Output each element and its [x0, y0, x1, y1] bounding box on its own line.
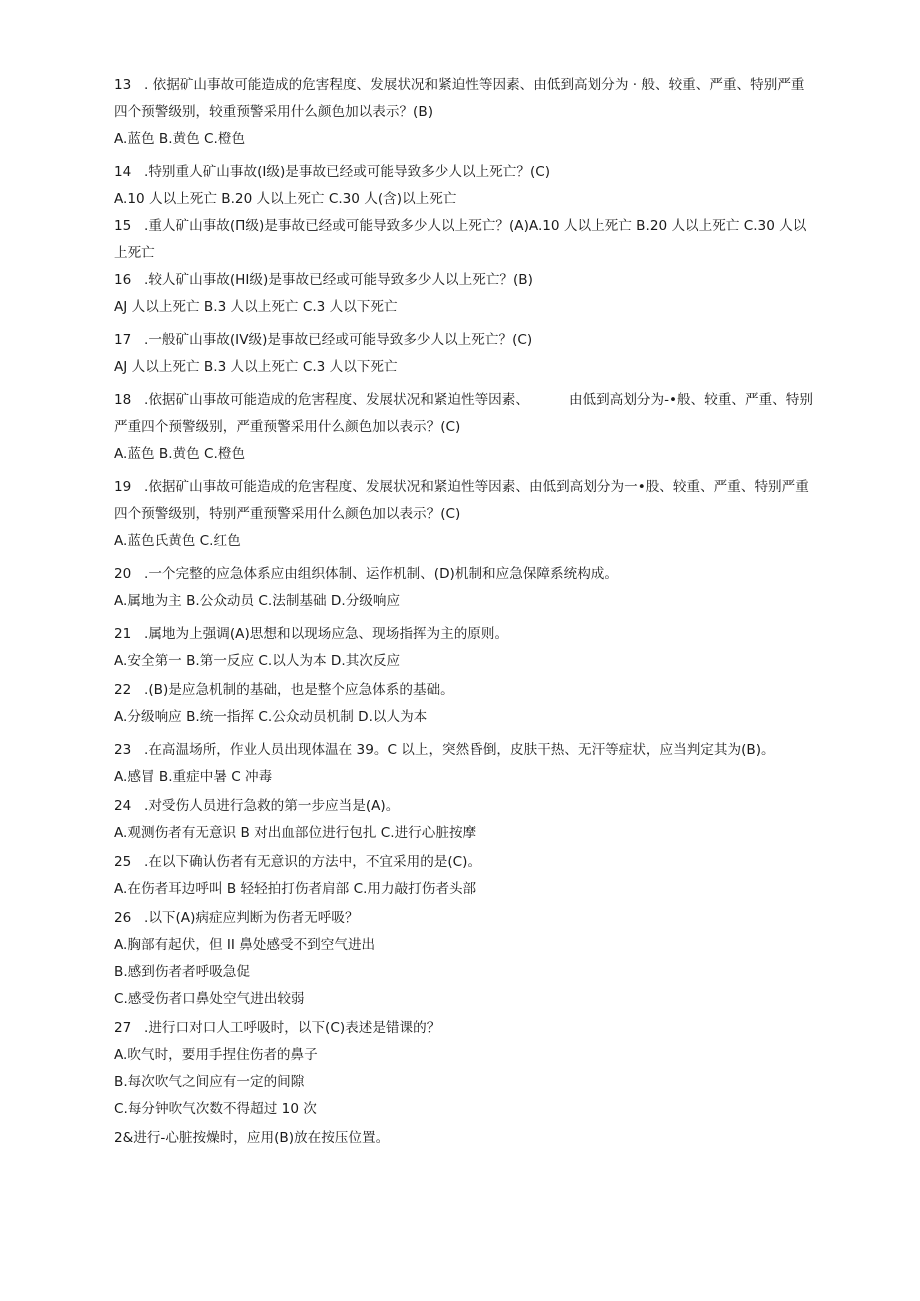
options-26-b: B.感到伤者者呼吸急促 — [114, 964, 250, 980]
question-14: 14 .特别重人矿山事故(I级)是事故已经或可能导致多少人以上死亡？(C) — [114, 164, 551, 180]
question-text: .依据矿山事故可能造成的危害程度、发展状况和紧迫性等因素、由低到高划分为一•股、较重、严重、特别严重四个预警级别，特别严重预警采用什么颜色加以表示？(C) — [114, 479, 809, 522]
document-page — [114, 72, 814, 1152]
question-text: .在高温场所，作业人员出现体温在 39。C 以上，突然昏倒，皮肤干热、无汗等症状，应当判定其为(B)。 — [144, 742, 775, 758]
question-19: 19 .依据矿山事故可能造成的危害程度、发展状况和紧迫性等因素、由低到高划分为一•股、较重、严重、特别严重四个预警级别，特别严重预警采用什么颜色加以表示？(C) — [114, 479, 809, 522]
question-text: .进行口对口人工呼吸时，以下(C)表述是错课的？ — [144, 1020, 441, 1036]
question-17: 17 .一般矿山事故(IV级)是事故已经或可能导致多少人以上死亡？(C) — [114, 332, 533, 348]
question-text: .依据矿山事故可能造成的危害程度、发展状况和紧迫性等因素、 — [144, 392, 529, 408]
question-text: .特别重人矿山事故(I级)是事故已经或可能导致多少人以上死亡？(C) — [144, 164, 551, 180]
question-25: 25 .在以下确认伤者有无意识的方法中，不宜采用的是(C)。 — [114, 854, 482, 870]
question-text: .在以下确认伤者有无意识的方法中，不宜采用的是(C)。 — [144, 854, 482, 870]
question-text: . 依据矿山事故可能造成的危害程度、发展状况和紧迫性等因素、由低到高划分为 · 般、较重、严重、特别严重四个预警级别，较重预警采用什么颜色加以表示？(B) — [114, 77, 805, 120]
options-13: A.蓝色 B.黄色 C.橙色 — [114, 131, 246, 147]
options-21: A.安全第一 B.第一反应 C.以人为本 D.其次反应 — [114, 653, 401, 669]
options-22: A.分级响应 B.统一指挥 C.公众动员机制 D.以人为本 — [114, 709, 428, 725]
options-17: AJ 人以上死亡 B.3 人以上死亡 C.3 人以下死亡 — [114, 359, 398, 375]
options-18: A.蓝色 B.黄色 C.橙色 — [114, 446, 246, 462]
question-21: 21 .属地为上强调(A)思想和以现场应急、现场指挥为主的原则。 — [114, 626, 509, 642]
question-16: 16 .较人矿山事故(HI级)是事故已经或可能导致多少人以上死亡？(B) — [114, 272, 533, 288]
question-text: .一般矿山事故(IV级)是事故已经或可能导致多少人以上死亡？(C) — [144, 332, 533, 348]
options-26-a: A.胸部有起伏，但 II 鼻处感受不到空气进出 — [114, 937, 376, 953]
options-20: A.属地为主 B.公众动员 C.法制基础 D.分级响应 — [114, 593, 401, 609]
options-16: AJ 人以上死亡 B.3 人以上死亡 C.3 人以下死亡 — [114, 299, 398, 315]
question-text: .较人矿山事故(HI级)是事故已经或可能导致多少人以上死亡？(B) — [144, 272, 533, 288]
question-27: 27 .进行口对口人工呼吸时，以下(C)表述是错课的？ — [114, 1020, 441, 1036]
question-text: .对受伤人员进行急救的第一步应当是(A)。 — [144, 798, 400, 814]
question-13: 13 . 依据矿山事故可能造成的危害程度、发展状况和紧迫性等因素、由低到高划分为 · 般、较重、严重、特别严重四个预警级别，较重预警采用什么颜色加以表示？(B) — [114, 77, 805, 120]
question-text: .重人矿山事故(П级)是事故已经或可能导致多少人以上死亡？(A)A.10 人以上死亡 B.20 人以上死亡 C.30 人以上死亡 — [114, 218, 807, 261]
options-27-c: C.每分钟吹气次数不得超过 10 次 — [114, 1101, 317, 1117]
options-24: A.观测伤者有无意识 B 对出血部位进行包扎 C.进行心脏按摩 — [114, 825, 477, 841]
question-24: 24 .对受伤人员进行急救的第一步应当是(A)。 — [114, 798, 400, 814]
options-27-a: A.吹气时，要用手捏住伤者的鼻子 — [114, 1047, 318, 1063]
question-text: .(B)是应急机制的基础，也是整个应急体系的基础。 — [144, 682, 454, 698]
question-text: .一个完整的应急体系应由组织体制、运作机制、(D)机制和应急保障系统构成。 — [144, 566, 618, 582]
question-15: 15 .重人矿山事故(П级)是事故已经或可能导致多少人以上死亡？(A)A.10 人以上死亡 B.20 人以上死亡 C.30 人以上死亡 — [114, 218, 807, 261]
question-28 — [114, 1125, 814, 1152]
question-text: 2&进行-心脏按燥时，应用(B)放在按压位置。 — [114, 1130, 390, 1146]
options-27-b: B.每次吹气之间应有一定的间隙 — [114, 1074, 305, 1090]
question-22: 22 .(B)是应急机制的基础，也是整个应急体系的基础。 — [114, 682, 454, 698]
options-14: A.10 人以上死亡 B.20 人以上死亡 C.30 人(含)以上死亡 — [114, 191, 457, 207]
question-26: 26 .以下(A)病症应判断为伤者无呼吸？ — [114, 910, 359, 926]
question-23: 23 .在高温场所，作业人员出现体温在 39。C 以上，突然昏倒，皮肤干热、无汗等症状，应当判定其为(B)。 — [114, 742, 775, 758]
question-20: 20 .一个完整的应急体系应由组织体制、运作机制、(D)机制和应急保障系统构成。 — [114, 566, 618, 582]
question-text-cont: 由低到高划分为-•般、较重、严重、特别严重四个预警级别，严重预警采用什么颜色加以表示？(C) — [114, 392, 813, 435]
options-23: A.感冒 B.重症中暑 C 冲毒 — [114, 769, 273, 785]
question-18: 18 .依据矿山事故可能造成的危害程度、发展状况和紧迫性等因素、 由低到高划分为-•般、较重、严重、特别严重四个预警级别，严重预警采用什么颜色加以表示？(C) — [114, 392, 813, 435]
question-text: .以下(A)病症应判断为伤者无呼吸？ — [144, 910, 359, 926]
options-19: A.蓝色氏黄色 C.红色 — [114, 533, 241, 549]
options-26-c: C.感受伤者口鼻处空气进出较弱 — [114, 991, 305, 1007]
question-text: .属地为上强调(A)思想和以现场应急、现场指挥为主的原则。 — [144, 626, 509, 642]
options-25: A.在伤者耳边呼叫 B 轻轻拍打伤者肩部 C.用力敲打伤者头部 — [114, 881, 477, 897]
